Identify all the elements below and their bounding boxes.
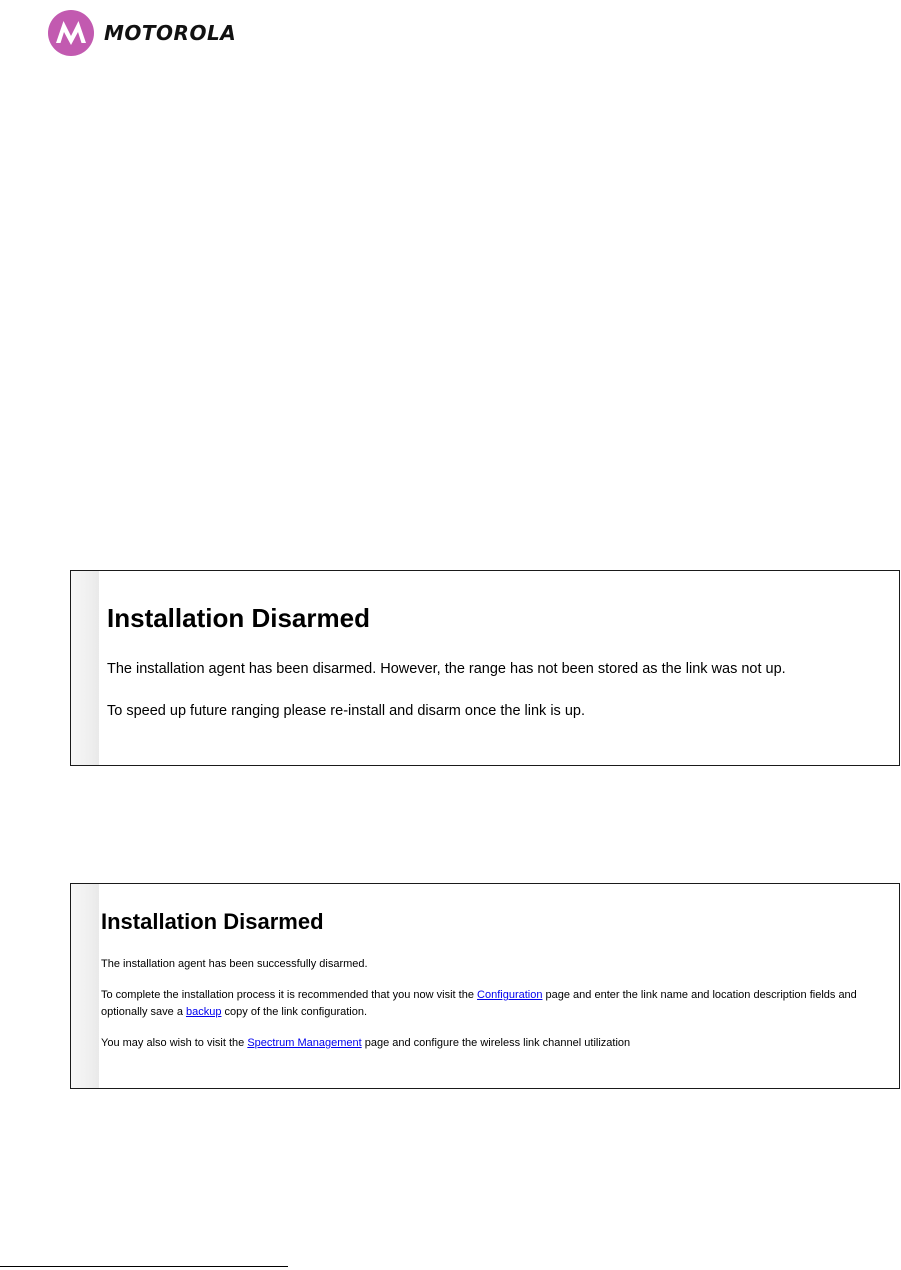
spectrum-management-link[interactable]: Spectrum Management	[247, 1037, 362, 1049]
instruction-text: page and enter the link name and location description fields and optionally save a	[101, 989, 857, 1018]
motorola-batwing-icon	[48, 10, 94, 56]
footnote-rule	[0, 1266, 288, 1267]
panel-left-strip	[71, 571, 99, 765]
spectrum-suggestion	[101, 1035, 889, 1052]
panel-left-strip	[71, 884, 99, 1088]
installation-disarmed-panel-range-not-stored	[70, 570, 900, 766]
backup-link[interactable]: backup	[186, 1006, 222, 1018]
instruction-text: copy of the link configuration.	[221, 1006, 368, 1018]
suggestion-text: page and configure the wireless link channel utilization	[361, 1037, 631, 1049]
suggestion-text: You may also wish to visit the	[101, 1037, 248, 1049]
ranging-advice: To speed up future ranging please re-install and disarm once the link is up.	[107, 703, 585, 719]
success-message: The installation agent has been successfully disarmed.	[101, 958, 368, 970]
instruction-text: To complete the installation process it is recommended that you now visit the	[101, 989, 478, 1001]
panel-title: Installation Disarmed	[107, 603, 370, 633]
installation-disarmed-panel-success	[70, 883, 900, 1089]
disarmed-message: The installation agent has been disarmed. However, the range has not been stored as the link was not up.	[107, 661, 786, 677]
brand-wordmark: MOTOROLA	[104, 21, 237, 45]
configuration-link[interactable]: Configuration	[477, 989, 543, 1001]
motorola-logo	[48, 10, 236, 56]
completion-instructions	[101, 987, 889, 1021]
panel-title: Installation Disarmed	[101, 909, 324, 934]
